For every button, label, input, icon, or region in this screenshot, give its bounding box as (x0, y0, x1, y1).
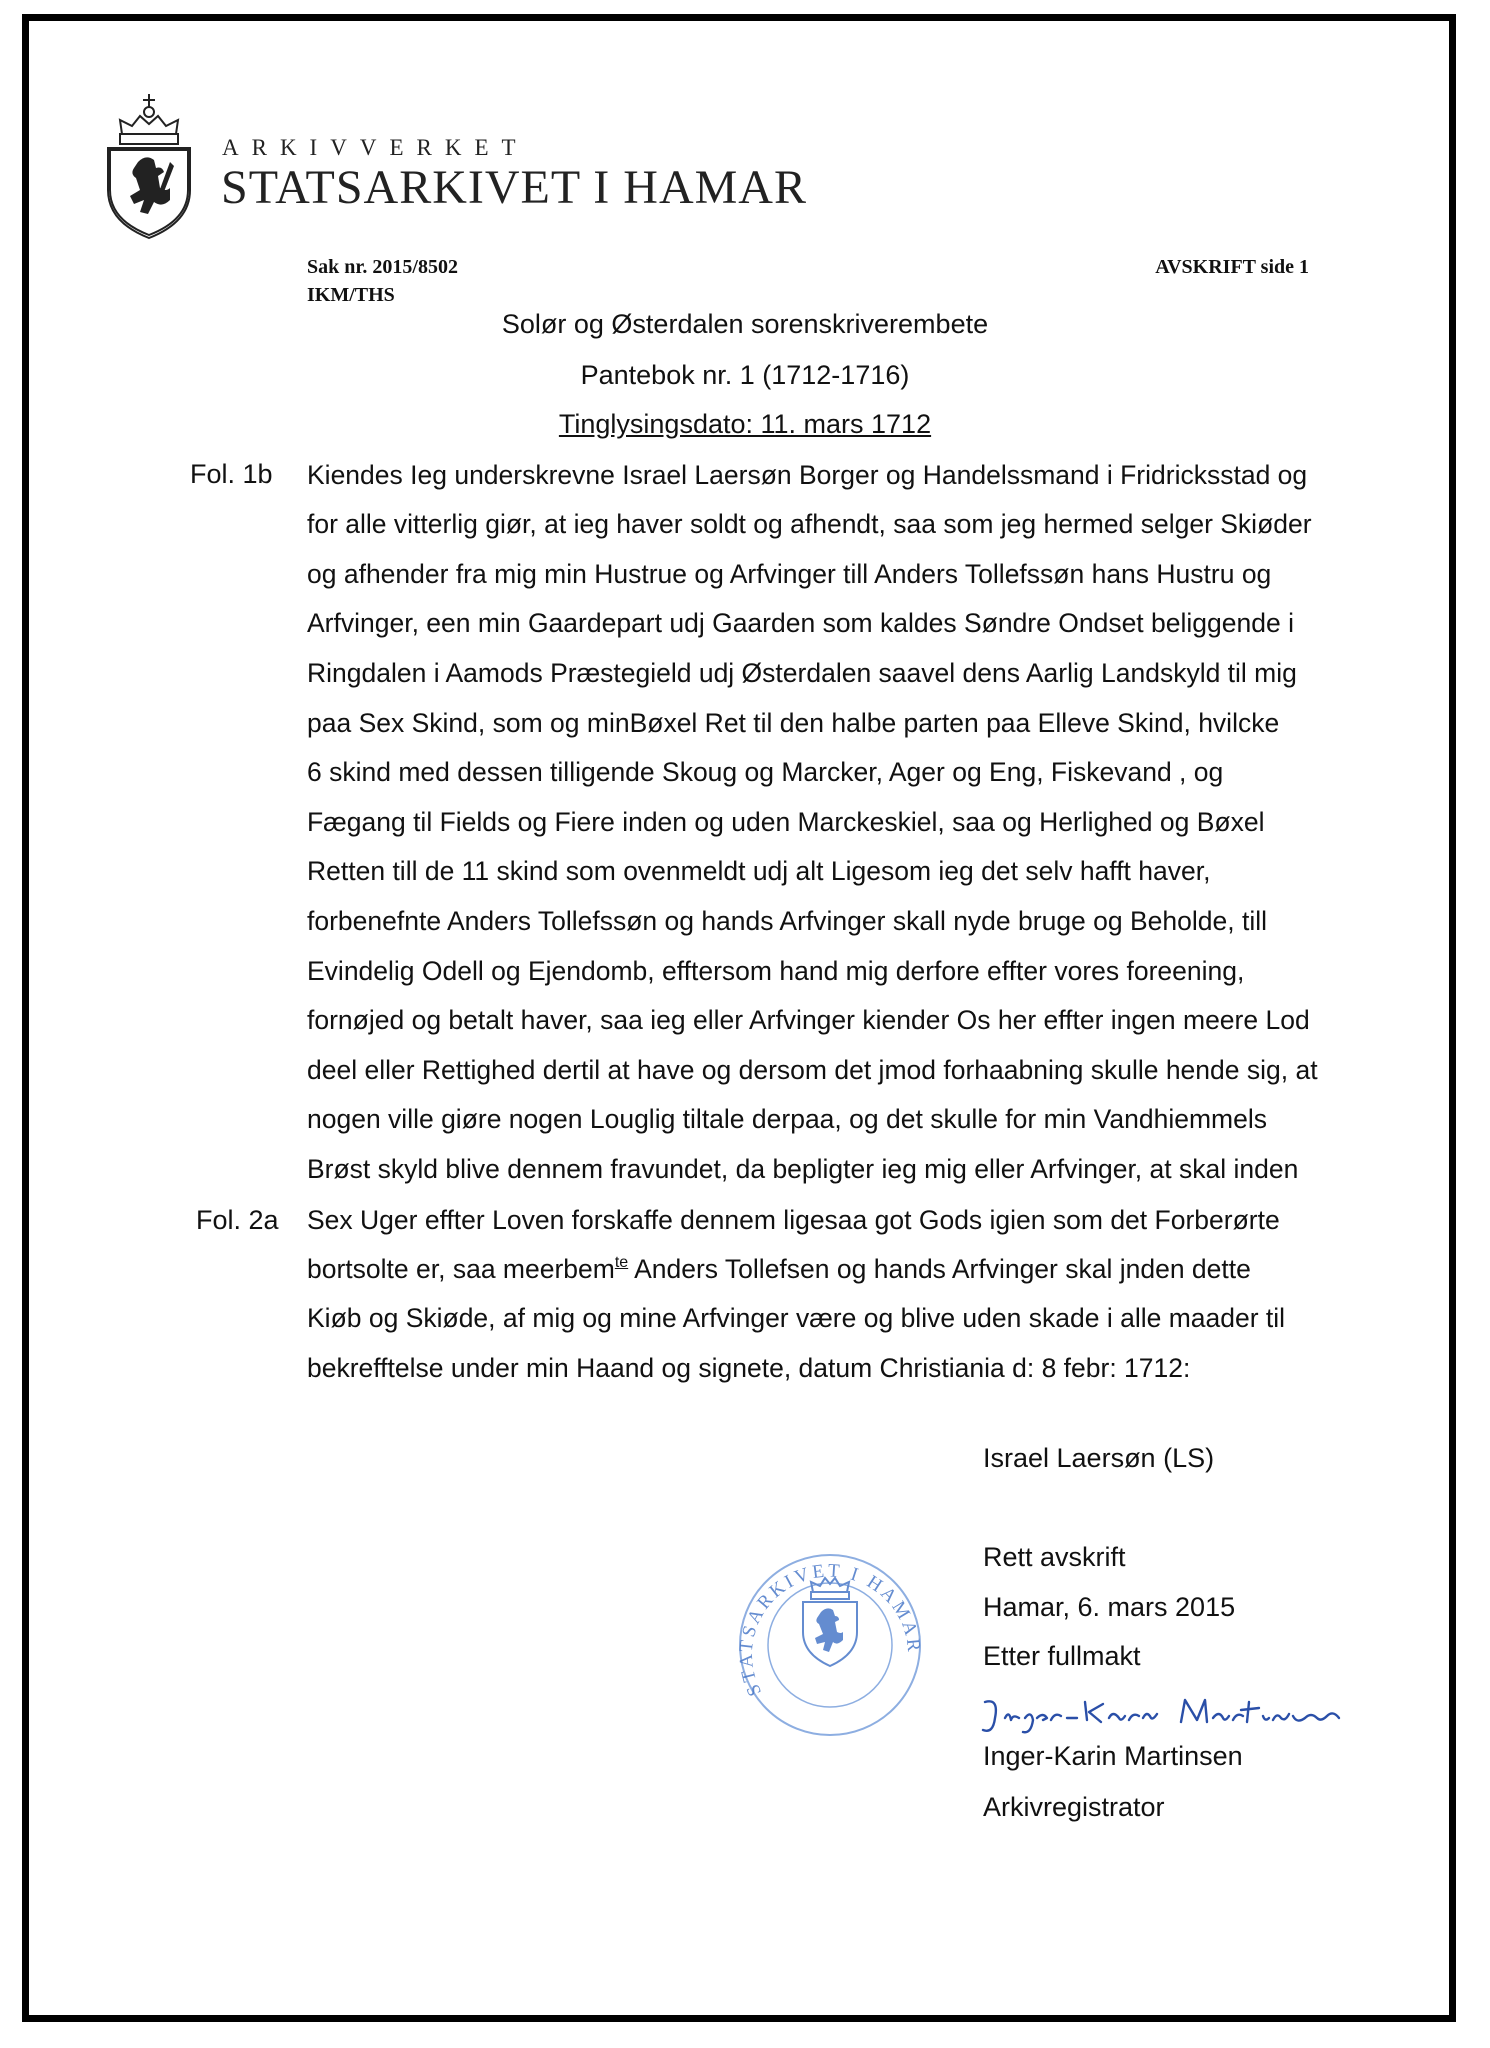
body-line: Kiøb og Skiøde, af mig og mine Arfvinger være og blive uden skade i alle maader til (307, 1303, 1286, 1333)
body-text: bortsolte er, saa meerbem (307, 1254, 615, 1284)
place-date: Hamar, 6. mars 2015 (983, 1592, 1236, 1622)
registrar-title: Arkivregistrator (983, 1792, 1165, 1822)
body-line: paa Sex Skind, som og minBøxel Ret til den halbe parten paa Elleve Skind, hvilcke (307, 708, 1280, 738)
stamp-text: STATSARKIVET I HAMAR (735, 1560, 925, 1700)
body-text: Anders Tollefsen og hands Arfvinger skal jnden dette (628, 1254, 1251, 1284)
archive-stamp (735, 1550, 925, 1740)
org-title: STATSARKIVET I HAMAR (221, 161, 807, 214)
office-heading: Solør og Østerdalen sorenskriverembete (501, 309, 989, 339)
registrar-name: Inger-Karin Martinsen (983, 1741, 1243, 1771)
body-line: Retten till de 11 skind som ovenmeldt udj alt Ligesom ieg det selv hafft haver, (307, 856, 1211, 886)
body-line: bekrefftelse under min Haand og signete, datum Christiania d: 8 febr: 1712: (307, 1353, 1191, 1383)
body-line: for alle vitterlig giør, at ieg haver soldt og afhendt, saa som jeg hermed selger Skiøder (307, 509, 1312, 539)
body-line: Arfvinger, een min Gaardepart udj Gaarden som kaldes Søndre Ondset beliggende i (307, 608, 1294, 638)
case-number: Sak nr. 2015/8502 (307, 256, 458, 278)
body-line: 6 skind med dessen tilligende Skoug og Marcker, Ager og Eng, Fiskevand , og (307, 757, 1224, 787)
superscript-abbreviation: te (614, 1254, 629, 1271)
body-line: Evindelig Odell og Ejendomb, efftersom hand mig derfore effter vores foreening, (307, 956, 1245, 986)
body-line: Ringdalen i Aamods Præstegield udj Østerdalen saavel dens Aarlig Landskyld til mig (307, 658, 1297, 688)
body-line: Fægang til Fields og Fiere inden og uden Marckeskiel, saa og Herlighed og Bøxel (307, 807, 1265, 837)
signer-name: Israel Laersøn (LS) (983, 1443, 1215, 1473)
body-line: Kiendes Ieg underskrevne Israel Laersøn Borger og Handelssmand i Fridricksstad og (307, 460, 1308, 490)
certification-text: Rett avskrift (983, 1542, 1126, 1572)
body-line: Brøst skyld blive dennem fravundet, da bepligter ieg mig eller Arfvinger, at skal inden (307, 1154, 1299, 1184)
body-line: nogen ville giøre nogen Louglig tiltale derpaa, og det skulle for min Vandhiemmels (307, 1104, 1267, 1134)
org-subtitle: ARKIVVERKET (222, 135, 529, 160)
body-line: og afhender fra mig min Hustrue og Arfvinger till Anders Tollefssøn hans Hustru og (307, 559, 1272, 589)
body-line: fornøjed og betalt haver, saa ieg eller Arfvinger kiender Os her effter ingen meere Lod (307, 1005, 1310, 1035)
book-heading: Pantebok nr. 1 (1712-1716) (580, 360, 910, 390)
body-line: Sex Uger effter Loven forskaffe dennem ligesaa got Gods igien som det Forberørte (307, 1205, 1280, 1235)
coat-of-arms-icon (100, 92, 198, 242)
folio-label: Fol. 2a (196, 1205, 279, 1235)
registration-date: Tinglysingsdato: 11. mars 1712 (558, 409, 932, 439)
body-line: deel eller Rettighed dertil at have og dersom det jmod forhaabning skulle hende sig, at (307, 1055, 1318, 1085)
authority-text: Etter fullmakt (983, 1641, 1141, 1671)
body-line (307, 1254, 1251, 1285)
body-line: forbenefnte Anders Tollefssøn og hands Arfvinger skall nyde bruge og Beholde, till (307, 906, 1268, 936)
case-initials: IKM/THS (307, 284, 395, 306)
handwritten-signature (975, 1688, 1355, 1748)
folio-label: Fol. 1b (190, 459, 273, 489)
date-heading (0, 409, 1490, 440)
copy-label: AVSKRIFT side 1 (1155, 256, 1309, 278)
